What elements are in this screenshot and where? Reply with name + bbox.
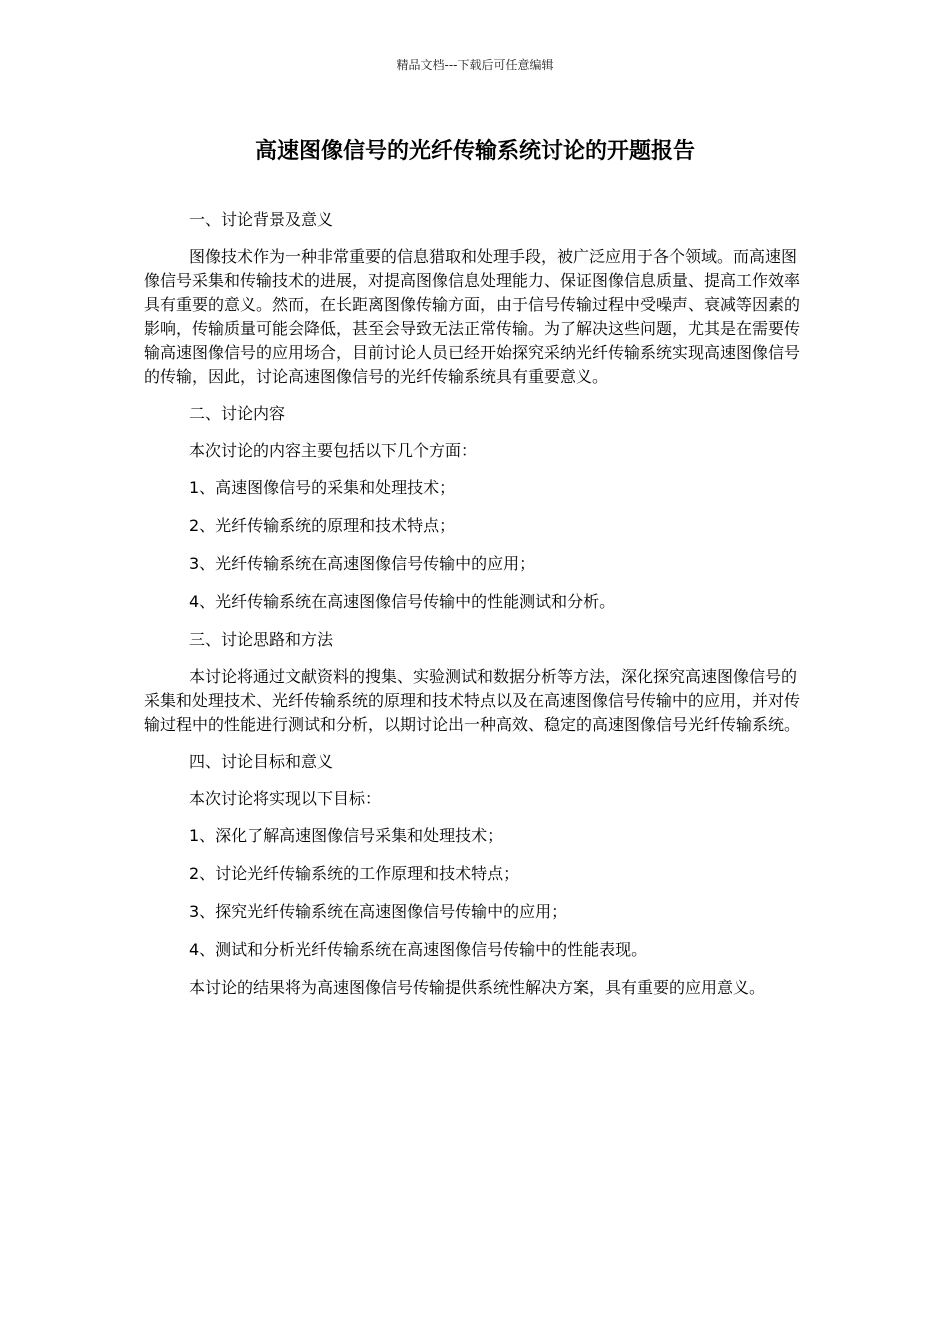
method-paragraph: 本讨论将通过文献资料的搜集、实验测试和数据分析等方法，深化探究高速图像信号的采集和处理技术、光纤传输系统的原理和技术特点以及在高速图像信号传输中的应用，并对传输过程中的性能进行测试和分析，以期讨论出一种高效、稳定的高速图像信号光纤传输系统。 [144, 667, 801, 734]
section-heading-content: 二、讨论内容 [189, 404, 286, 423]
header-note: 精品文档---下载后可任意编辑 [396, 58, 554, 72]
content-list-item: 4、光纤传输系统在高速图像信号传输中的性能测试和分析。 [189, 592, 616, 611]
section-heading-background: 一、讨论背景及意义 [189, 210, 334, 229]
section-heading-method: 三、讨论思路和方法 [189, 630, 334, 649]
content-list-item: 2、光纤传输系统的原理和技术特点； [189, 516, 456, 535]
content-intro: 本次讨论的内容主要包括以下几个方面： [189, 441, 478, 460]
document-body [144, 208, 809, 1014]
goals-list-item: 2、讨论光纤传输系统的工作原理和技术特点； [189, 864, 520, 883]
goals-list-item: 1、深化了解高速图像信号采集和处理技术； [189, 826, 504, 845]
content-list-item: 3、光纤传输系统在高速图像信号传输中的应用； [189, 554, 536, 573]
goals-intro: 本次讨论将实现以下目标： [189, 789, 382, 808]
background-paragraph: 图像技术作为一种非常重要的信息猎取和处理手段，被广泛应用于各个领域。而高速图像信号采集和传输技术的进展，对提高图像信息处理能力、保证图像信息质量、提高工作效率具有重要的意义。然而，在长距离图像传输方面，由于信号传输过程中受噪声、衰减等因素的影响，传输质量可能会降低，甚至会导致无法正常传输。为了解决这些问题，尤其是在需要传输高速图像信号的应用场合，目前讨论人员已经开始探究采纳光纤传输系统实现高速图像信号的传输，因此，讨论高速图像信号的光纤传输系统具有重要意义。 [144, 247, 801, 386]
goals-list-item: 4、测试和分析光纤传输系统在高速图像信号传输中的性能表现。 [189, 940, 648, 959]
document-title: 高速图像信号的光纤传输系统讨论的开题报告 [254, 139, 695, 164]
content-list-item: 1、高速图像信号的采集和处理技术； [189, 478, 456, 497]
goals-list-item: 3、探究光纤传输系统在高速图像信号传输中的应用； [189, 902, 568, 921]
section-heading-goals: 四、讨论目标和意义 [189, 752, 334, 771]
conclusion-paragraph: 本讨论的结果将为高速图像信号传输提供系统性解决方案，具有重要的应用意义。 [189, 978, 766, 997]
